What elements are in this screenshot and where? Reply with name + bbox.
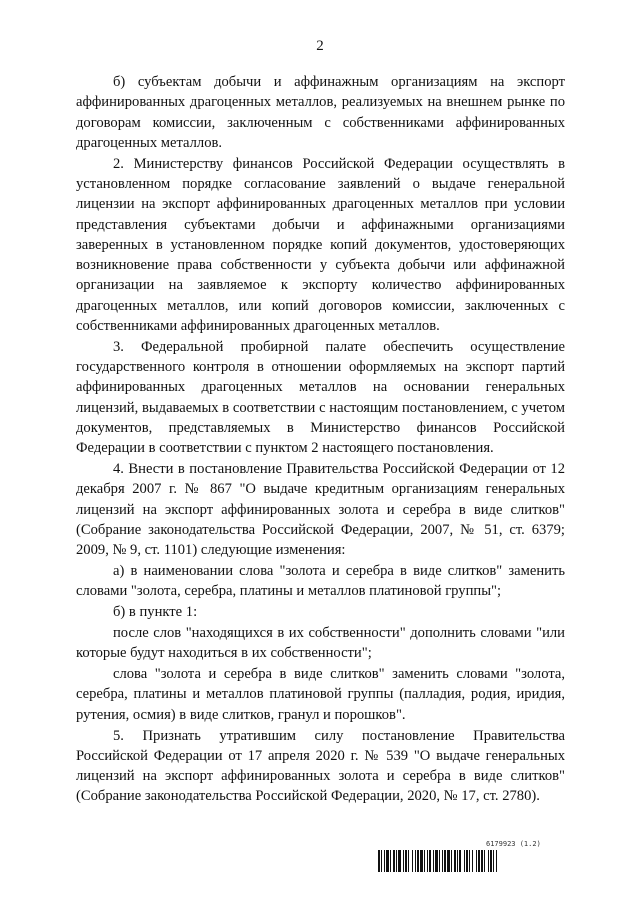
- paragraph-4: 4. Внести в постановление Правительства Российской Федерации от 12 декабря 2007 г. № 867 "О выдаче кредитным организациям генеральных лицензий на экспорт аффинированных золота и серебра в виде слитков" (Собрание законодательства Российской Федерации, 2007, № 51, ст. 6379; 2009, № 9, ст. 1101) следующие изменения:: [76, 461, 565, 559]
- paragraph-4a: а) в наименовании слова "золота и серебра в виде слитков" заменить словами "золота, серебра, платины и металлов платиновой группы";: [76, 563, 565, 600]
- page-number: 2: [316, 38, 324, 54]
- paragraph-4b-1: после слов "находящихся в их собственности" дополнить словами "или которые будут находиться в их собственности";: [76, 625, 565, 662]
- paragraph-5: 5. Признать утратившим силу постановление Правительства Российской Федерации от 17 апреля 2020 г. № 539 "О выдаче генеральных лицензий на экспорт аффинированных золота и серебра в виде слитков" (Собрание законодательства Российской Федерации, 2020, № 17, ст. 2780).: [76, 727, 565, 805]
- document-body: [76, 72, 565, 807]
- paragraph-4b: б) в пункте 1:: [113, 604, 198, 621]
- barcode-image: [378, 850, 568, 872]
- paragraph-2: 2. Министерству финансов Российской Федерации осуществлять в установленном порядке согласование заявлений о выдаче генеральной лицензии на экспорт аффинированных драгоценных металлов при условии представления субъектами добычи и аффинажными организациями заверенных в установленном порядке копий документов, удостоверяющих возникновение права собственности у субъекта добычи или аффинажной организации на заявляемое к экспорту количество аффинированных драгоценных металлов, или копий договоров комиссии, заключенных с собственниками аффинированных драгоценных металлов.: [76, 155, 565, 335]
- paragraph-4b-2: слова "золота и серебра в виде слитков" заменить словами "золота, серебра, платины и металлов платиновой группы (палладия, родия, иридия, рутения, осмия) в виде слитков, гранул и порошков".: [76, 666, 565, 723]
- barcode-bar: [497, 850, 499, 872]
- paragraph-1b: б) субъектам добычи и аффинажным организациям на экспорт аффинированных драгоценных металлов, реализуемых на внешнем рынке по договорам комиссии, заключенным с собственниками аффинированных драгоценных металлов.: [76, 74, 565, 151]
- paragraph-3: 3. Федеральной пробирной палате обеспечить осуществление государственного контроля в отношении оформляемых на экспорт партий аффинированных драгоценных металлов на основании генеральных лицензий, выдаваемых в соответствии с настоящим постановлением, с учетом документов, представляемых в Министерство финансов Российской Федерации в соответствии с пунктом 2 настоящего постановления.: [76, 338, 565, 457]
- barcode-label: 6179923 (1.2): [486, 840, 541, 848]
